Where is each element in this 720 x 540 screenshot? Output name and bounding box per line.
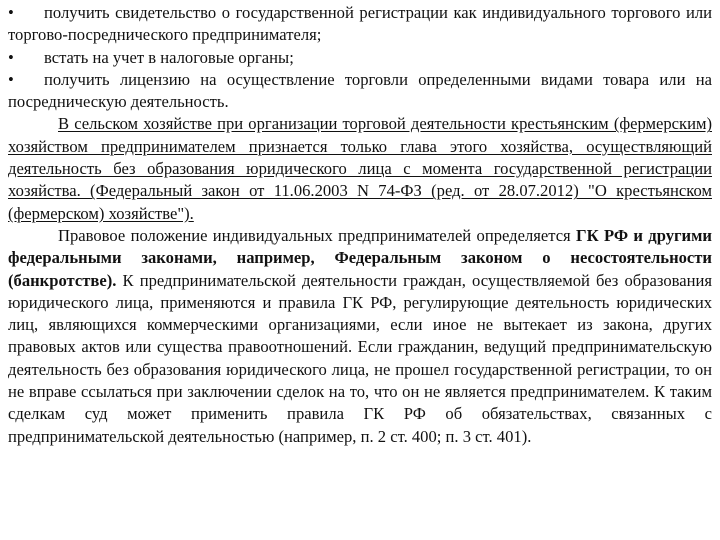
farm-paragraph-text: В сельском хозяйстве при организации торговой деятельности крестьянским (фермерским) хозяйством предпринимателем признается только глава этого хозяйства, осуществляющий деятельность без образования юридического лица с момента государственной регистрации хозяйства. (Федеральный закон от 11.06.2003 N 74-ФЗ (ред. от 28.07.2012) "О крестьянском (фермерском) хозяйстве"). bbox=[8, 114, 712, 223]
bullet-text: встать на учет в налоговые органы; bbox=[44, 47, 294, 67]
bullet-marker: • bbox=[8, 3, 14, 22]
legal-text-body: К предпринимательской деятельности граждан, осуществляемой без образования юридического лица, применяются и правила ГК РФ, регулирующие деятельность юридических лиц, являющихся коммерческими организациями, если иное не вытекает из закона, других правовых актов или существа правоотношений. Если гражданин, ведущий предпринимательскую деятельность без образования юридического лица, не прошел государственной регистрации, то он не вправе ссылаться при заключении сделок на то, что он не является предпринимателем. К таким сделкам суд может применить правила ГК РФ об обязательствах, связанных с предпринимательской деятельностью (например, п. 2 ст. 400; п. 3 ст. 401). bbox=[8, 270, 712, 446]
bullet-marker: • bbox=[8, 47, 14, 67]
legal-status-paragraph bbox=[8, 225, 712, 448]
farm-paragraph bbox=[8, 113, 712, 224]
bullet-item-tax-registration bbox=[8, 47, 712, 69]
legal-text-bold-laws: ГК РФ и другими федеральными законами, например, Федеральным законом о несостоятельности (банкротстве). bbox=[8, 225, 712, 290]
bullet-item-certificate bbox=[8, 2, 712, 47]
bullet-text: получить свидетельство о государственной регистрации как индивидуального торгового или торгово-посреднического предпринимателя; bbox=[8, 3, 712, 45]
bullet-marker: • bbox=[8, 69, 14, 89]
legal-text-intro: Правовое положение индивидуальных предпринимателей определяется bbox=[58, 225, 577, 245]
bullet-text: получить лицензию на осуществление торговли определенными видами товара или на посредническую деятельность. bbox=[8, 69, 712, 112]
bullet-item-license bbox=[8, 69, 712, 114]
